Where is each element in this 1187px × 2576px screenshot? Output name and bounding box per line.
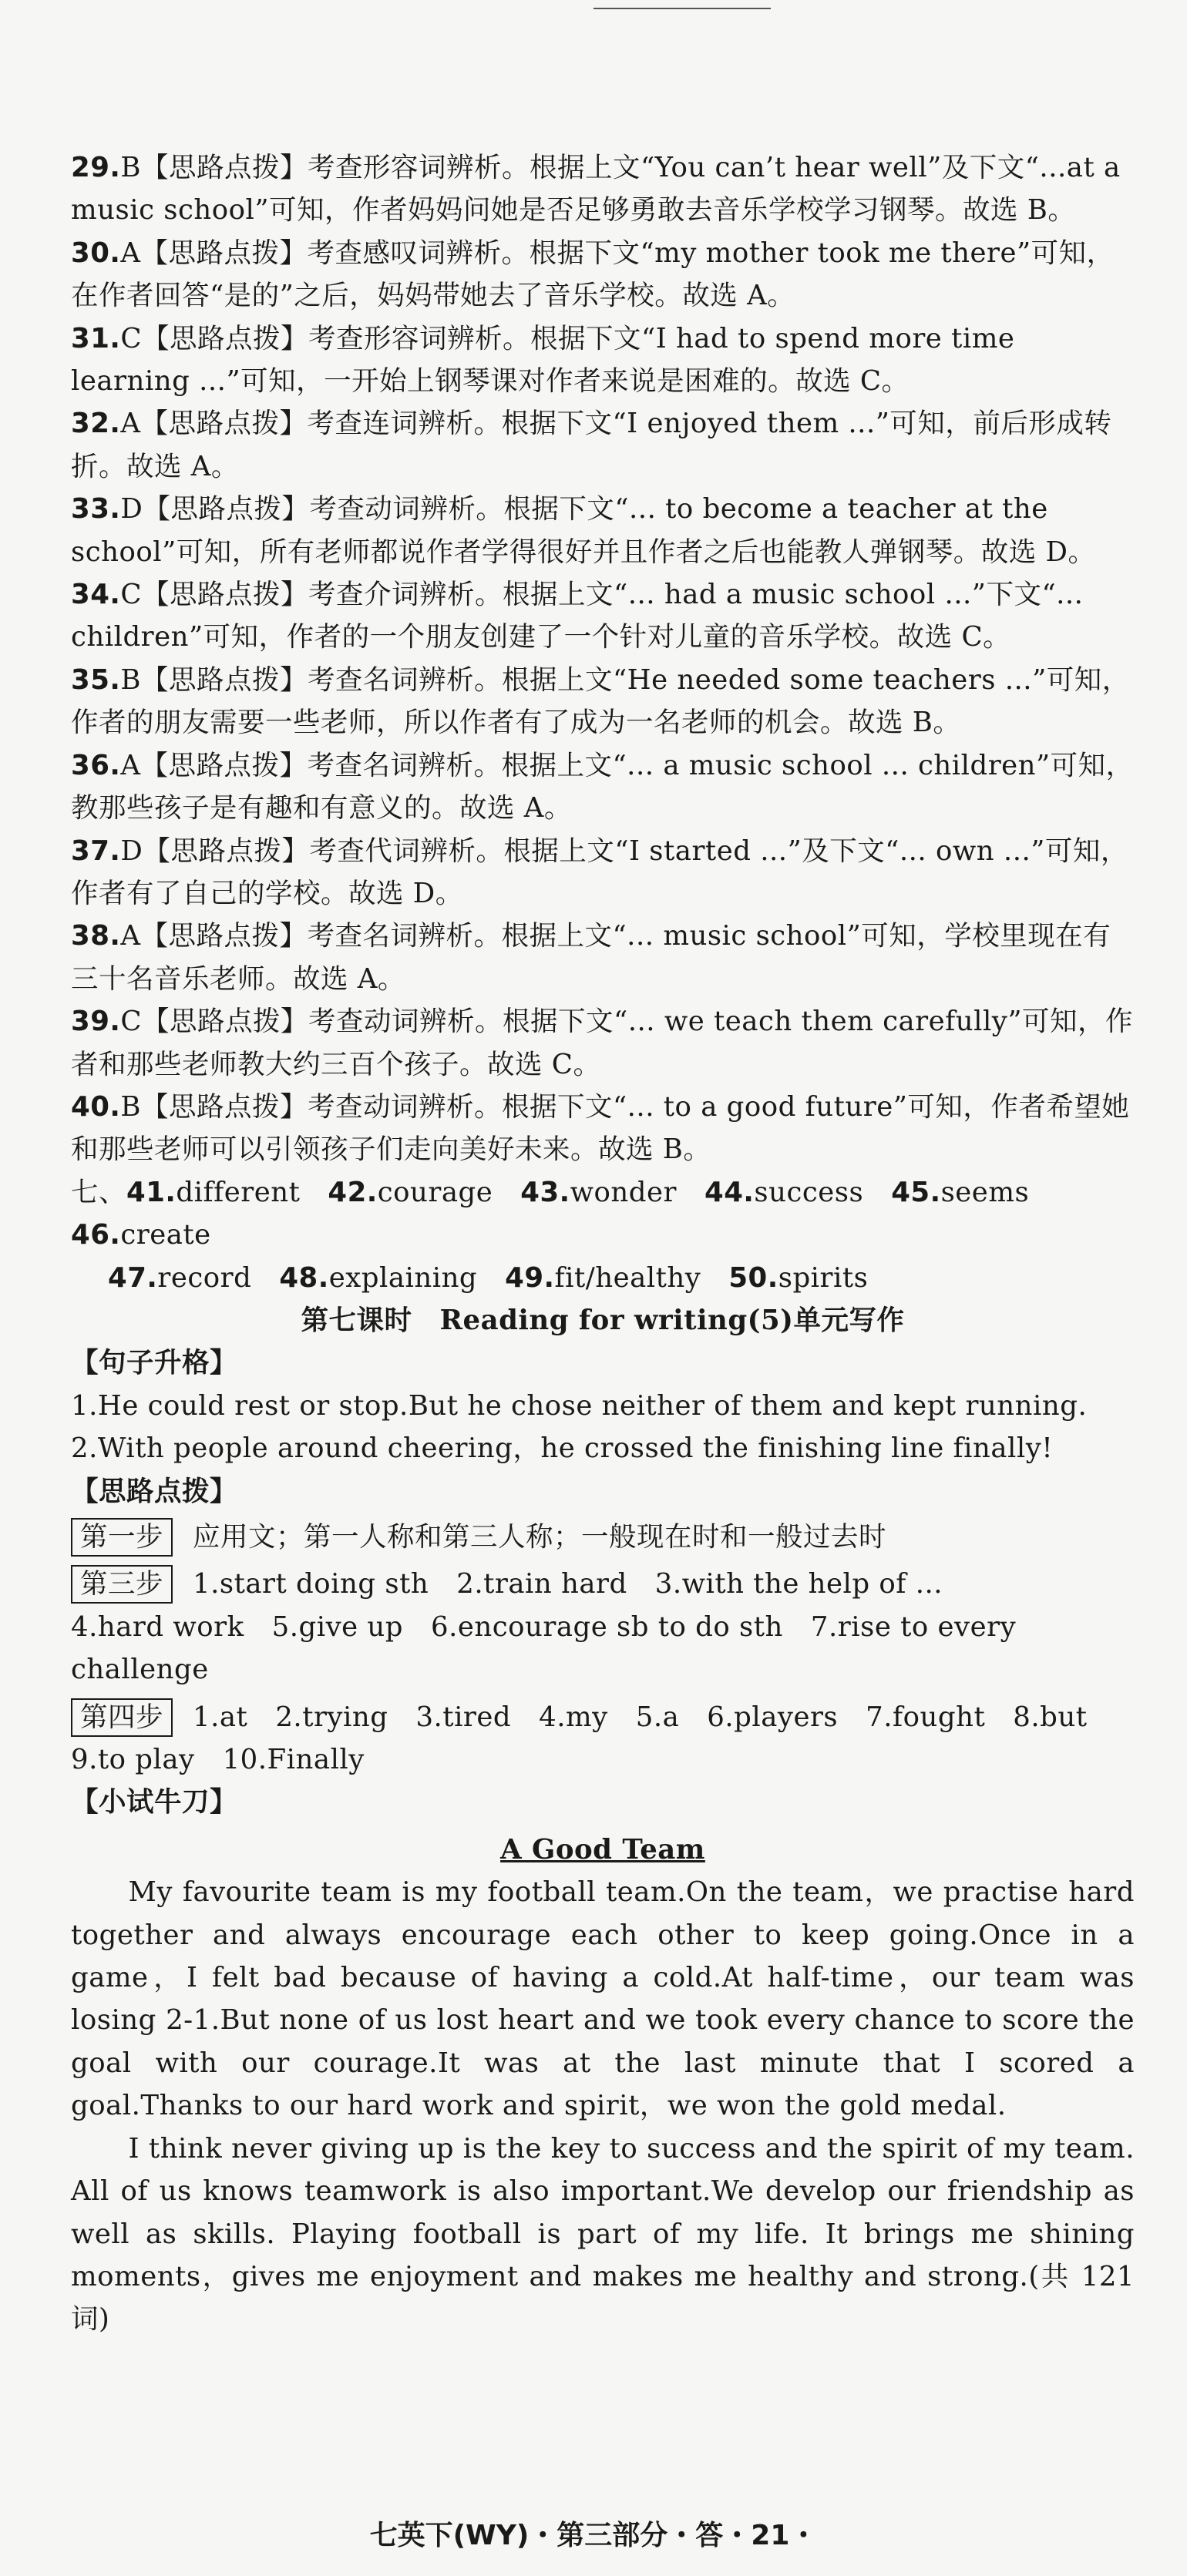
answer-page [71, 146, 1135, 2341]
answer-text: B【思路点拨】考查名词辨析。根据上文“He needed some teachers ...”可知，作者的朋友需要一些老师，所以作者有了成为一名老师的机会。故选 B。 [71, 663, 1130, 739]
answer-text: B【思路点拨】考查形容词辨析。根据上文“You can’t hear well”及下文“...at a music school”可知，作者妈妈问她是否足够勇敢去音乐学校学习钢琴。故选 B。 [71, 152, 1121, 227]
step-item: 6.players [707, 1701, 839, 1733]
answer-text: D【思路点拨】考查动词辨析。根据下文“... to become a teacher at the school”可知，所有老师都说作者学得很好并且作者之后也能教人弹钢琴。故选 D。 [71, 493, 1096, 568]
step1-label: 第一步 [71, 1518, 173, 1557]
answer-number: 38. [71, 920, 121, 952]
section7-prefix: 七、 [71, 1176, 127, 1208]
item-word: explaining [328, 1261, 478, 1294]
answer-item [71, 146, 1135, 232]
item-num: 48. [279, 1261, 329, 1294]
answer-number: 39. [71, 1006, 121, 1038]
answer-text: C【思路点拨】考查介词辨析。根据上文“... had a music school ...”下文“... children”可知，作者的一个朋友创建了一个针对儿童的音乐学校。故选 C。 [71, 579, 1084, 653]
item-word: create [120, 1219, 211, 1251]
step1-text: 应用文；第一人称和第三人称；一般现在时和一般过去时 [193, 1521, 887, 1553]
item-num: 44. [704, 1176, 755, 1208]
try-it-heading: 【小试牛刀】 [71, 1786, 238, 1819]
answer-item [71, 915, 1135, 1000]
step-item: 2.trying [275, 1701, 388, 1733]
item-word: spirits [778, 1261, 869, 1294]
answer-item [71, 1086, 1135, 1171]
step-item: 5.give up [271, 1610, 404, 1643]
step1-line [71, 1516, 1135, 1558]
step-item: 3.tired [415, 1701, 512, 1733]
answer-text: C【思路点拨】考查动词辨析。根据下文“... we teach them carefully”可知，作者和那些老师教大约三百个孩子。故选 C。 [71, 1006, 1134, 1080]
item-word: fit/healthy [554, 1261, 701, 1294]
answer-number: 37. [71, 835, 121, 867]
step4-label: 第四步 [71, 1698, 173, 1737]
answer-item [71, 1000, 1135, 1086]
answer-item [71, 402, 1135, 488]
answer-text: A【思路点拨】考查名词辨析。根据上文“... a music school ... children”可知，教那些孩子是有趣和有意义的。故选 A。 [71, 749, 1134, 825]
answer-number: 31. [71, 322, 121, 354]
sentence-upgrade-heading: 【句子升格】 [71, 1347, 238, 1379]
step-item: 7.fought [866, 1701, 986, 1733]
page-footer: 七英下(WY)・第三部分・答・21・ [369, 2520, 818, 2551]
item-num: 47. [108, 1261, 158, 1294]
step-item: 7.rise to every challenge [71, 1610, 1017, 1686]
item-num: 49. [505, 1261, 555, 1294]
step-item: 8.but [1013, 1701, 1088, 1733]
answer-number: 30. [71, 237, 121, 269]
item-num: 42. [328, 1176, 378, 1208]
step3-label: 第三步 [71, 1565, 173, 1604]
item-word: courage [377, 1176, 493, 1208]
item-num: 45. [891, 1176, 941, 1208]
answer-text: A【思路点拨】考查感叹词辨析。根据下文“my mother took me there”可知，在作者回答“是的”之后，妈妈带她去了音乐学校。故选 A。 [71, 237, 1115, 312]
sentence-upgrade-line: 1.He could rest or stop.But he chose neither of them and kept running. [71, 1389, 1088, 1422]
step-item: 3.with the help of ... [654, 1568, 943, 1600]
top-rule [594, 8, 771, 9]
step-item: 1.start doing sth [193, 1568, 429, 1600]
answer-item [71, 232, 1135, 317]
answer-number: 29. [71, 152, 121, 183]
step-item: 10.Finally [222, 1744, 365, 1776]
lesson-title: 第七课时 Reading for writing(5)单元写作 [301, 1304, 905, 1336]
answer-text: A【思路点拨】考查连词辨析。根据下文“I enjoyed them ...”可知，前后形成转折。故选 A。 [71, 408, 1112, 482]
answer-number: 36. [71, 749, 121, 781]
sentence-upgrade-line: 2.With people around cheering，he crossed the finishing line finally! [71, 1432, 1054, 1465]
item-num: 46. [71, 1219, 121, 1251]
answer-item [71, 317, 1135, 403]
step3-line [71, 1563, 1135, 1605]
essay-paragraph: My favourite team is my football team.On the team，we practise hard together and always encourage each other to keep going.Once in a game，I felt bad because of having a cold.At half-time，our team was losing 2-1.But none of us lost heart and we took every chance to score the goal with our courage.It was at the last minute that I scored a goal.Thanks to our hard work and spirit，we won the gold medal. [71, 1876, 1135, 2122]
answer-number: 34. [71, 579, 121, 611]
answer-item [71, 744, 1135, 830]
hints-heading: 【思路点拨】 [71, 1475, 238, 1507]
item-word: success [754, 1176, 864, 1208]
item-word: wonder [570, 1176, 677, 1208]
step-item: 1.at [193, 1701, 248, 1733]
step-item: 2.train hard [456, 1568, 627, 1600]
item-num: 41. [126, 1176, 177, 1208]
answer-number: 35. [71, 663, 121, 696]
step-item: 6.encourage sb to do sth [431, 1610, 783, 1643]
step4-line [71, 1696, 1135, 1738]
item-num: 43. [520, 1176, 570, 1208]
answer-item [71, 488, 1135, 573]
step-item: 4.my [539, 1701, 608, 1733]
item-word: seems [940, 1176, 1030, 1208]
section7-line1 [71, 1171, 1135, 1257]
answer-text: D【思路点拨】考查代词辨析。根据上文“I started ...”及下文“... own ...”可知，作者有了自己的学校。故选 D。 [71, 835, 1128, 909]
section7-line2 [71, 1257, 1135, 1299]
answer-item [71, 573, 1135, 659]
answer-number: 40. [71, 1090, 121, 1123]
answer-list [71, 146, 1135, 1171]
answer-number: 33. [71, 493, 121, 526]
item-word: different [176, 1176, 301, 1208]
answer-text: B【思路点拨】考查动词辨析。根据下文“... to a good future”可知，作者希望她和那些老师可以引领孩子们走向美好未来。故选 B。 [71, 1090, 1130, 1166]
step4-line2 [71, 1738, 1135, 1781]
answer-text: A【思路点拨】考查名词辨析。根据上文“... music school”可知，学校里现在有三十名音乐老师。故选 A。 [71, 920, 1111, 995]
essay-paragraph: I think never giving up is the key to success and the spirit of my team. All of us knows teamwork is also important.We develop our friendship as well as skills. Playing football is part of my life. It brings me shining moments，gives me enjoyment and makes me healthy and strong.(共 121 词) [71, 2132, 1135, 2336]
step-item: 5.a [635, 1701, 680, 1733]
essay-title: A Good Team [500, 1833, 705, 1866]
answer-item [71, 659, 1135, 744]
step3-line2 [71, 1606, 1135, 1691]
step-item: 4.hard work [71, 1610, 244, 1643]
answer-number: 32. [71, 408, 121, 440]
answer-text: C【思路点拨】考查形容词辨析。根据下文“I had to spend more time learning ...”可知，一开始上钢琴课对作者来说是困难的。故选 C。 [71, 322, 1015, 398]
step-item: 9.to play [71, 1744, 195, 1776]
item-num: 50. [728, 1261, 778, 1294]
answer-item [71, 830, 1135, 915]
item-word: record [157, 1261, 252, 1294]
